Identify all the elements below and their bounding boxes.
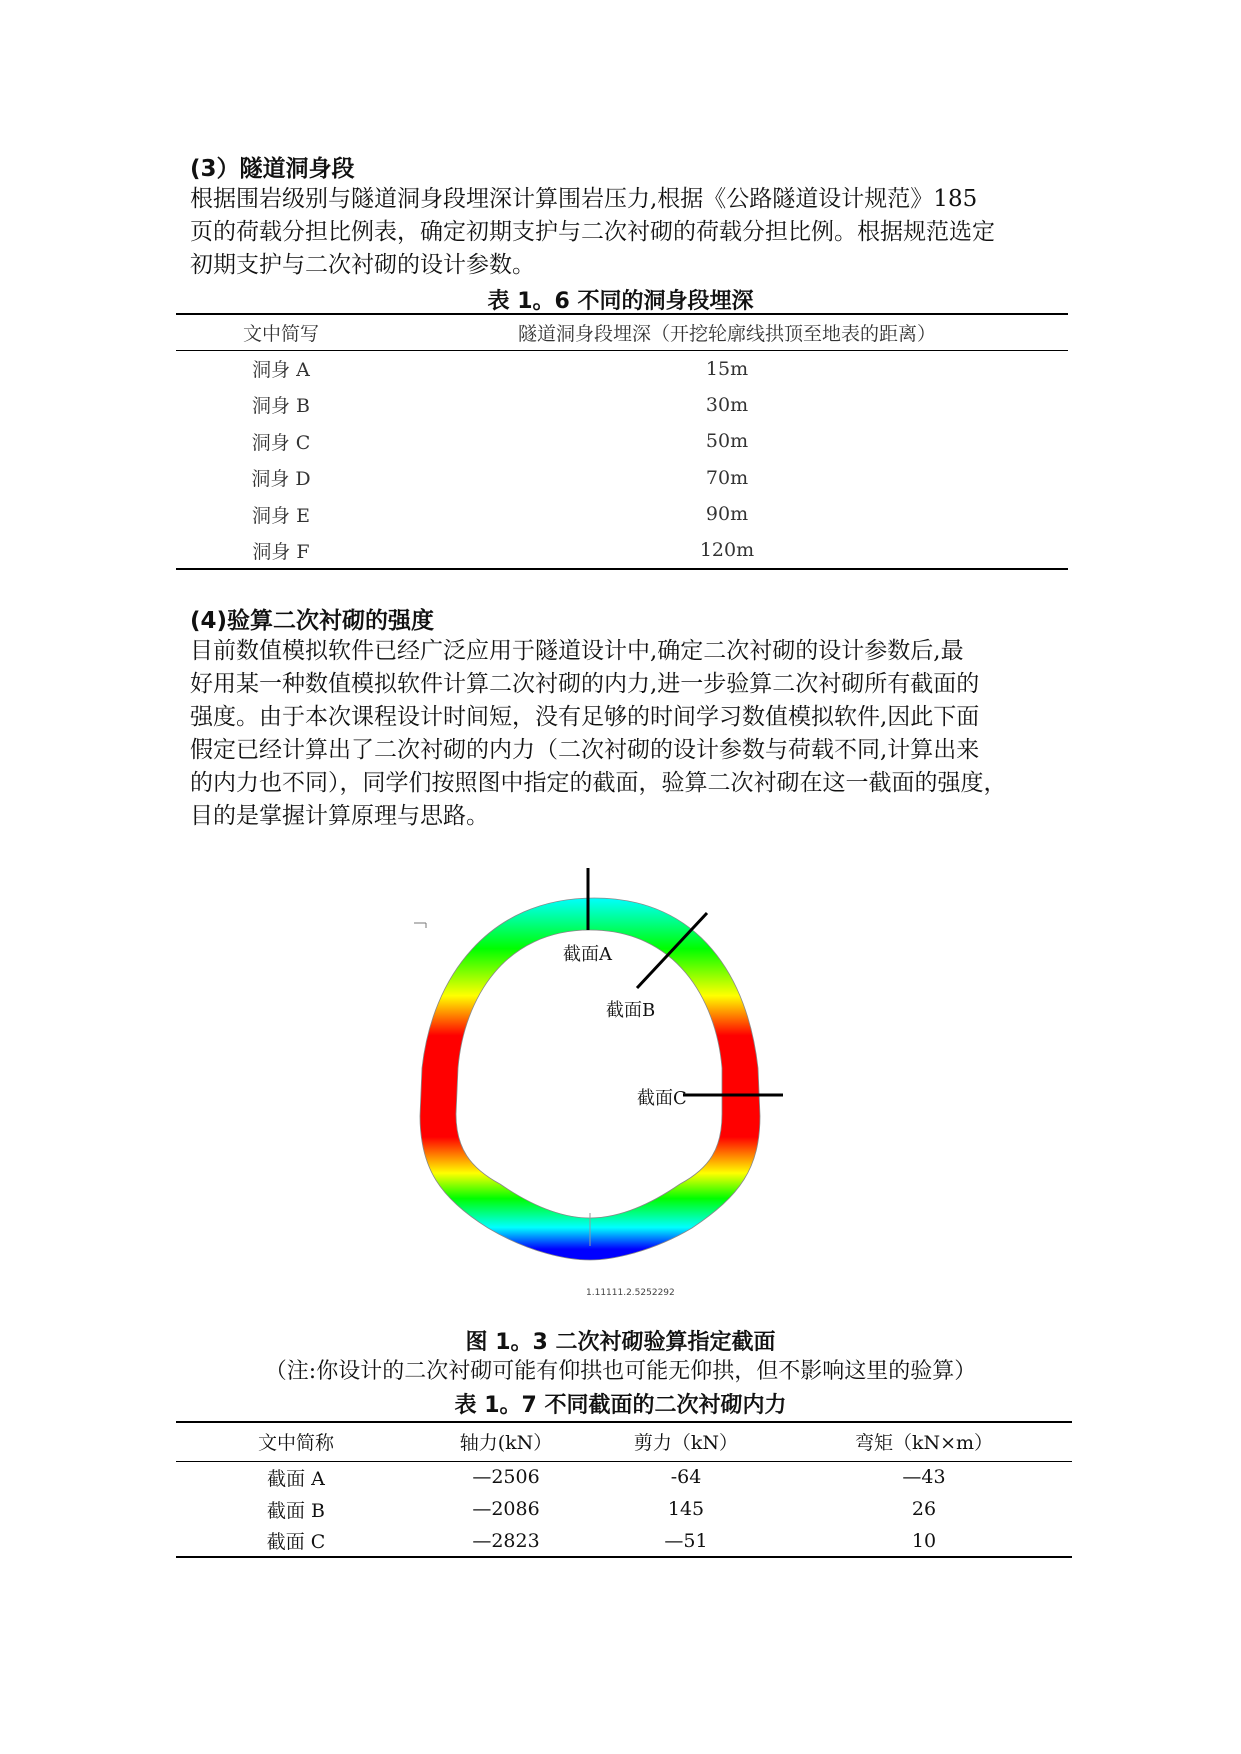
column-header: 弯矩（kN×m） xyxy=(776,1422,1072,1461)
table-1-6 xyxy=(176,313,1068,570)
paragraph-line: 目前数值模拟软件已经广泛应用于隧道设计中,确定二次衬砌的设计参数后,最 xyxy=(190,638,964,664)
table-cell: 90m xyxy=(705,503,749,526)
table-cell: 15m xyxy=(705,357,749,380)
section-3-heading: (3）隧道洞身段 xyxy=(190,156,355,182)
table-cell: 50m xyxy=(705,430,749,453)
table-row xyxy=(176,423,1068,460)
paragraph-line: 假定已经计算出了二次衬砌的内力（二次衬砌的设计参数与荷载不同,计算出来 xyxy=(190,737,980,763)
column-header: 文中简写 xyxy=(176,314,386,350)
table-cell: 截面 A xyxy=(267,1467,325,1490)
table-cell: 145 xyxy=(667,1498,705,1520)
figure-note: （注:你设计的二次衬砌可能有仰拱也可能无仰拱，但不影响这里的验算） xyxy=(264,1359,977,1384)
column-header: 剪力（kN） xyxy=(596,1422,776,1461)
table-cell: 70m xyxy=(705,466,749,489)
table-row xyxy=(176,1525,1072,1557)
column-header: 轴力(kN） xyxy=(416,1422,596,1461)
paragraph-line: 初期支护与二次衬砌的设计参数。 xyxy=(190,252,535,278)
section-a-label: 截面A xyxy=(563,944,612,965)
column-header: 隧道洞身段埋深（开挖轮廓线拱顶至地表的距离） xyxy=(386,314,1068,350)
table-cell: —2086 xyxy=(472,1498,540,1520)
paragraph-line: 强度。由于本次课程设计时间短，没有足够的时间学习数值模拟软件,因此下面 xyxy=(190,704,980,730)
table-1-7 xyxy=(176,1421,1072,1558)
section-4-heading: (4)验算二次衬砌的强度 xyxy=(190,608,435,634)
section-b-label: 截面B xyxy=(606,1000,656,1021)
figure-1-3-caption: 图 1。3 二次衬砌验算指定截面 xyxy=(465,1330,776,1355)
section-3-paragraph xyxy=(190,183,1060,282)
table-cell: 洞身 C xyxy=(251,431,311,454)
table-cell: 26 xyxy=(911,1498,937,1520)
table-cell: -64 xyxy=(670,1466,702,1489)
table-row xyxy=(176,496,1068,533)
paragraph-line: 好用某一种数值模拟软件计算二次衬砌的内力,进一步验算二次衬砌所有截面的 xyxy=(190,671,980,697)
table-cell: —51 xyxy=(664,1529,708,1552)
table-cell: 洞身 F xyxy=(252,540,310,563)
table-cell: 洞身 A xyxy=(252,359,310,381)
table-row xyxy=(176,387,1068,424)
table-cell: 120m xyxy=(699,539,755,562)
table-row xyxy=(176,1461,1072,1493)
lining-section-figure xyxy=(340,868,920,1308)
paragraph-line: 目的是掌握计算原理与思路。 xyxy=(190,803,489,829)
paragraph-line: 页的荷载分担比例表，确定初期支护与二次衬砌的荷载分担比例。根据规范选定 xyxy=(190,219,995,245)
table-1-6-caption: 表 1。6 不同的洞身段埋深 xyxy=(487,289,754,314)
section-c-label: 截面C xyxy=(637,1088,687,1109)
paragraph-line: 的内力也不同），同学们按照图中指定的截面，验算二次衬砌在这一截面的强度， xyxy=(190,770,1007,796)
table-cell: —2506 xyxy=(472,1466,540,1489)
table-row xyxy=(176,533,1068,570)
table-row xyxy=(176,460,1068,497)
table-row xyxy=(176,350,1068,387)
column-header: 文中简称 xyxy=(176,1422,416,1461)
table-cell: 截面 B xyxy=(266,1499,325,1522)
table-cell: 洞身 E xyxy=(252,504,310,527)
node-number-text: 1.11111.2.5252292 xyxy=(586,1288,675,1298)
table-cell: 截面 C xyxy=(266,1531,326,1553)
paragraph-line: 根据围岩级别与隧道洞身段埋深计算围岩压力,根据《公路隧道设计规范》185 xyxy=(190,186,978,212)
table-cell: —2823 xyxy=(472,1529,540,1552)
table-cell: 10 xyxy=(911,1529,937,1552)
tunnel-lining-contour-diagram xyxy=(340,868,920,1308)
table-1-7-caption: 表 1。7 不同截面的二次衬砌内力 xyxy=(454,1393,787,1418)
table-cell: 洞身 D xyxy=(251,468,311,491)
table-cell: 30m xyxy=(705,393,749,416)
section-4-paragraph xyxy=(190,635,1060,833)
table-row xyxy=(176,1493,1072,1525)
table-cell: —43 xyxy=(902,1466,946,1489)
table-cell: 洞身 B xyxy=(251,395,310,418)
